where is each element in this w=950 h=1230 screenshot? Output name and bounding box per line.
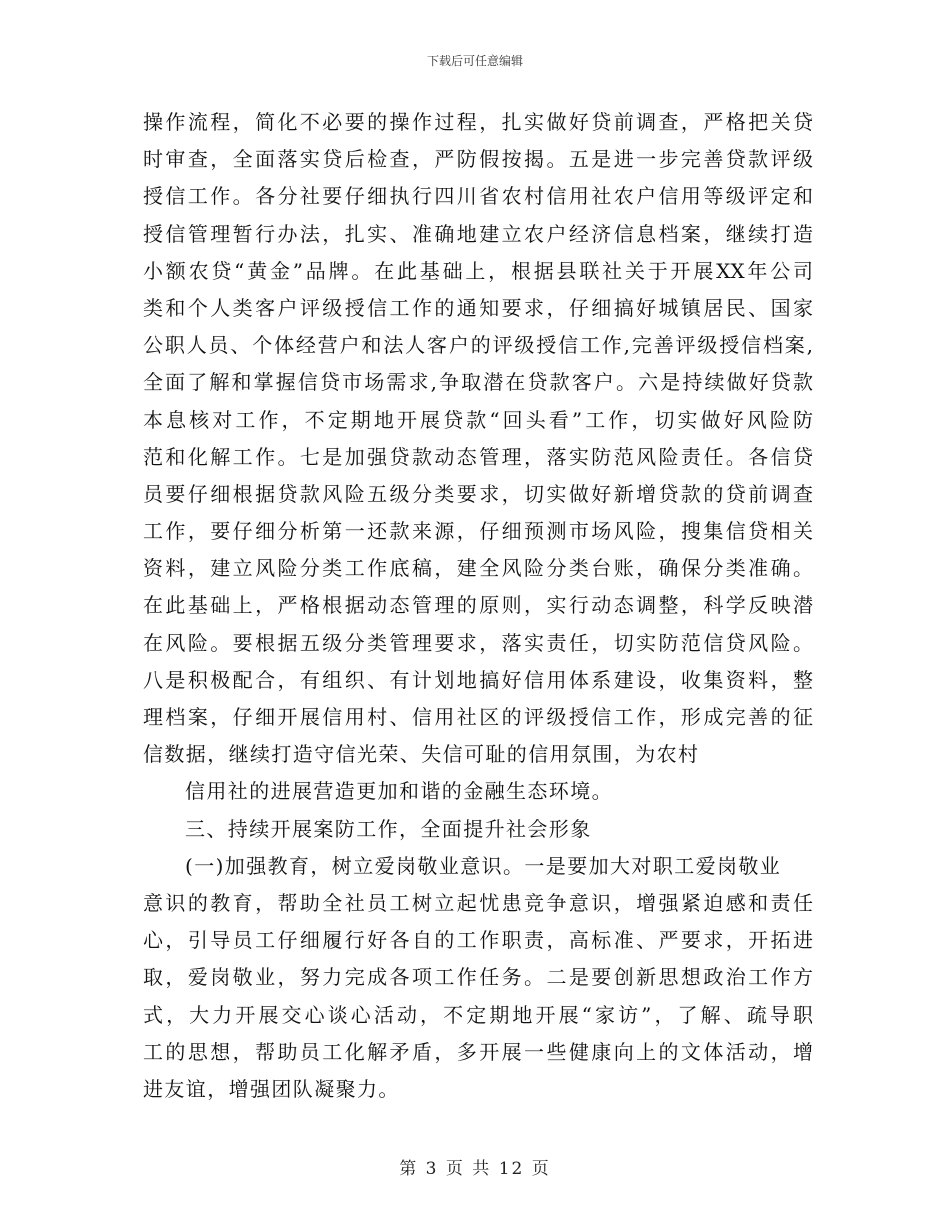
section-heading: 三、持续开展案防工作，全面提升社会形象 xyxy=(185,816,592,841)
text-line: 授信工作。各分社要仔细执行四川省农村信用社农户信用等级评定和 xyxy=(143,184,813,209)
text-line: 信数据，继续打造守信光荣、失信可耻的信用氛围，为农村 xyxy=(143,742,700,767)
text-line: 取，爱岗敬业，努力完成各项工作任务。二是要创新思想政治工作方 xyxy=(143,965,813,990)
text-line: 小额农贷“黄金”品牌。在此基础上，根据县联社关于开展XX年公司 xyxy=(143,258,813,283)
text-line: 本息核对工作，不定期地开展贷款“回头看”工作，切实做好风险防 xyxy=(143,407,813,432)
text-line: 进友谊，增强团队凝聚力。 xyxy=(143,1076,400,1101)
document-body xyxy=(143,104,813,1108)
text-line: (一)加强教育，树立爱岗敬业意识。一是要加大对职工爱岗敬业 xyxy=(185,853,782,878)
text-line: 意识的教育，帮助全社员工树立起忧患竞争意识，增强紧迫感和责任 xyxy=(143,890,813,915)
text-line: 在此基础上，严格根据动态管理的原则，实行动态调整，科学反映潜 xyxy=(143,593,813,618)
text-line: 理档案，仔细开展信用村、信用社区的评级授信工作，形成完善的征 xyxy=(143,705,813,729)
page-header: 下载后可任意编辑 xyxy=(426,54,523,68)
text-line: 类和个人类客户评级授信工作的通知要求，仔细搞好城镇居民、国家 xyxy=(143,295,813,320)
text-line: 信用社的进展营造更加和谐的金融生态环境。 xyxy=(185,779,613,804)
text-line: 式，大力开展交心谈心活动，不定期地开展“家访”，了解、疏导职 xyxy=(143,1002,813,1027)
text-line: 范和化解工作。七是加强贷款动态管理，落实防范风险责任。各信贷 xyxy=(143,444,813,469)
text-line: 操作流程，简化不必要的操作过程，扎实做好贷前调查，严格把关贷 xyxy=(143,110,813,134)
text-line: 员要仔细根据贷款风险五级分类要求，切实做好新增贷款的贷前调查 xyxy=(143,481,813,506)
text-line: 在风险。要根据五级分类管理要求，落实责任，切实防范信贷风险。 xyxy=(143,630,813,655)
text-line: 工的思想，帮助员工化解矛盾，多开展一些健康向上的文体活动，增 xyxy=(143,1039,813,1064)
text-line: 授信管理暂行办法，扎实、准确地建立农户经济信息档案，继续打造 xyxy=(143,221,813,246)
text-line: 八是积极配合，有组织、有计划地搞好信用体系建设，收集资料，整 xyxy=(143,667,813,692)
text-line: 全面了解和掌握信贷市场需求,争取潜在贷款客户。六是持续做好贷款 xyxy=(143,370,813,395)
text-line: 公职人员、个体经营户和法人客户的评级授信工作,完善评级授信档案, xyxy=(143,333,813,358)
text-line: 工作，要仔细分析第一还款来源，仔细预测市场风险，搜集信贷相关 xyxy=(143,519,813,544)
text-line: 时审查，全面落实贷后检查，严防假按揭。五是进一步完善贷款评级 xyxy=(143,147,813,172)
page-number: 第 3 页 共 12 页 xyxy=(399,1159,551,1179)
text-line: 心，引导员工仔细履行好各自的工作职责，高标准、严要求，开拓进 xyxy=(143,928,813,953)
text-line: 资料，建立风险分类工作底稿，建全风险分类台账，确保分类准确。 xyxy=(143,556,813,581)
